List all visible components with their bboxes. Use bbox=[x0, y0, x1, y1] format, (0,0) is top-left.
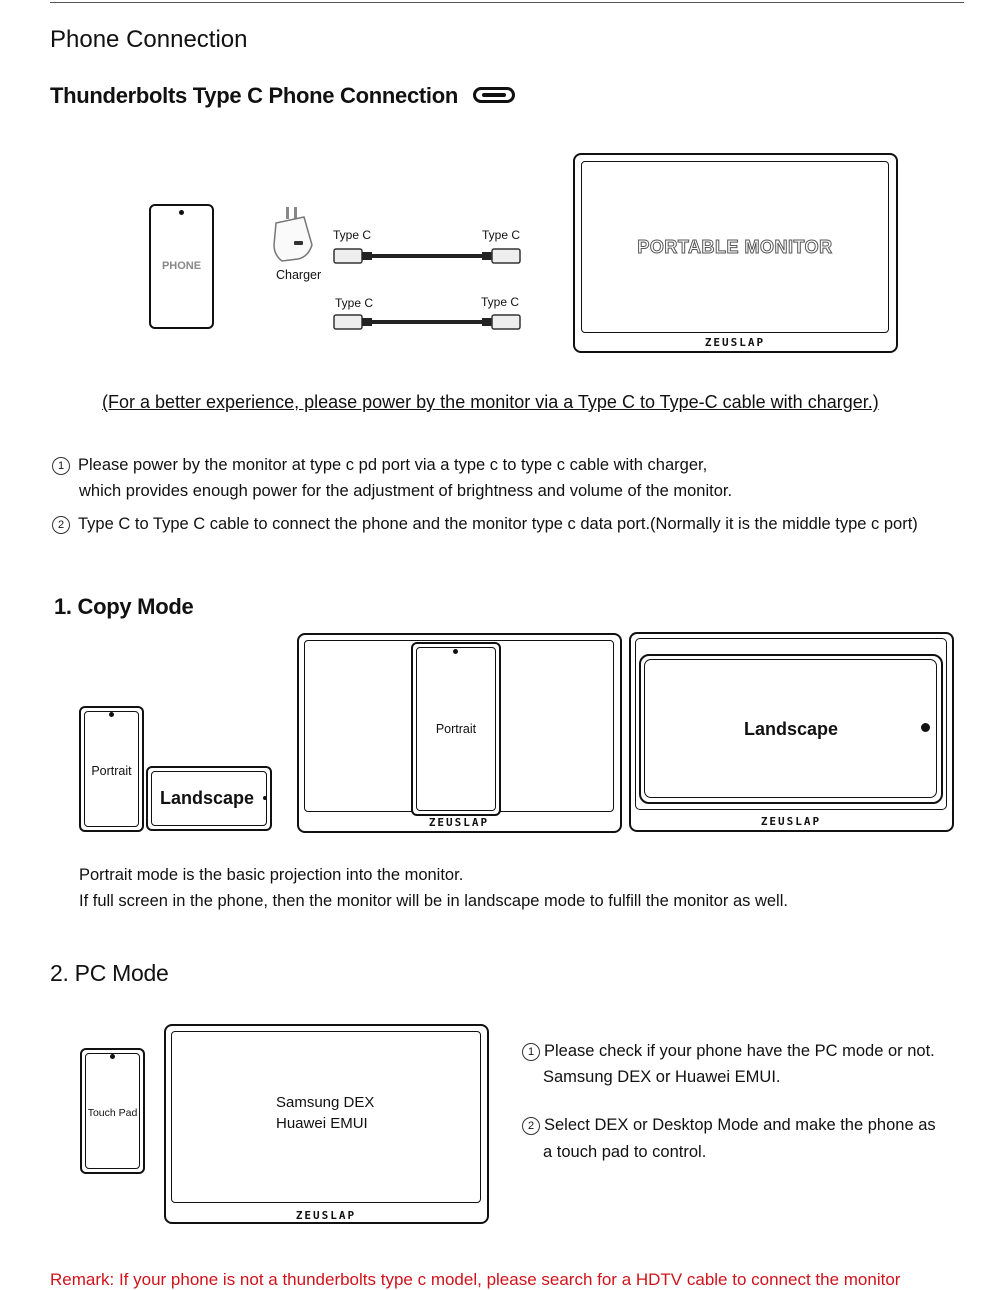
monitor-label: PORTABLE MONITOR bbox=[637, 237, 833, 257]
mirrored-phone-portrait bbox=[411, 642, 501, 816]
pc-step1: 1 Please check if your phone have the PC mode or not. bbox=[522, 1042, 935, 1061]
phone-illustration bbox=[149, 204, 214, 329]
page-title: Phone Connection bbox=[50, 26, 248, 53]
monitor-brand: ZEUSLAP bbox=[704, 336, 766, 349]
monitor-landscape-mirror bbox=[629, 632, 954, 832]
copy-mode-desc-line1: Portrait mode is the basic projection into the monitor. bbox=[79, 866, 464, 884]
step1: 1 Please power by the monitor at type c pd port via a type c to type c cable with charger, bbox=[52, 456, 707, 475]
pc-step2-line2: a touch pad to control. bbox=[543, 1143, 707, 1161]
pc-step1-line2: Samsung DEX or Huawei EMUI. bbox=[543, 1068, 781, 1086]
phone-touchpad bbox=[80, 1048, 145, 1174]
monitor-portrait-brand: ZEUSLAP bbox=[428, 816, 490, 829]
remark-note: Remark: If your phone is not a thunderbolts type c model, please search for a HDTV cable to connect the monitor bbox=[50, 1270, 901, 1289]
monitor-pc-line2: Huawei EMUI bbox=[276, 1115, 368, 1132]
cable1-right-label: Type C bbox=[482, 228, 521, 242]
type-c-cable-2 bbox=[332, 312, 522, 332]
cable1-left-label: Type C bbox=[333, 228, 372, 242]
cable2-left-label: Type C bbox=[335, 296, 374, 310]
step2: 2 Type C to Type C cable to connect the phone and the monitor type c data port.(Normally it is the middle type c port) bbox=[52, 515, 918, 534]
step1-line2: which provides enough power for the adjustment of brightness and volume of the monitor. bbox=[79, 482, 733, 500]
usb-c-port-icon bbox=[473, 87, 515, 103]
monitor-landscape-label: Landscape bbox=[743, 719, 839, 739]
phone-landscape bbox=[146, 766, 272, 831]
monitor-portrait-mirror bbox=[297, 633, 622, 833]
phone-touchpad-label: Touch Pad bbox=[87, 1107, 138, 1119]
copy-mode-desc-line2: If full screen in the phone, then the monitor will be in landscape mode to fulfill the monitor as well. bbox=[79, 892, 788, 910]
charger-icon bbox=[268, 205, 318, 265]
phone-landscape-label: Landscape bbox=[159, 788, 255, 808]
mirrored-phone-landscape bbox=[639, 654, 943, 804]
copy-mode-title: 1. Copy Mode bbox=[54, 594, 194, 619]
phone-portrait bbox=[79, 706, 144, 832]
section-thunderbolt-title: Thunderbolts Type C Phone Connection bbox=[50, 83, 459, 108]
phone-label: PHONE bbox=[161, 260, 202, 272]
portable-monitor bbox=[573, 153, 898, 353]
charger-label: Charger bbox=[276, 268, 322, 282]
pc-mode-title: 2. PC Mode bbox=[50, 960, 169, 986]
pc-step2: 2 Select DEX or Desktop Mode and make the phone as bbox=[522, 1116, 936, 1135]
monitor-pc-brand: ZEUSLAP bbox=[295, 1209, 357, 1222]
power-note: (For a better experience, please power by the monitor via a Type C to Type-C cable with charger.) bbox=[102, 392, 879, 412]
top-divider bbox=[50, 2, 964, 3]
phone-portrait-label: Portrait bbox=[91, 764, 132, 778]
type-c-cable-1 bbox=[332, 246, 522, 266]
monitor-pc-line1: Samsung DEX bbox=[276, 1094, 375, 1111]
monitor-landscape-brand: ZEUSLAP bbox=[760, 815, 822, 828]
monitor-portrait-label: Portrait bbox=[435, 722, 477, 736]
monitor-pc-mode bbox=[164, 1024, 489, 1224]
cable2-right-label: Type C bbox=[481, 295, 520, 309]
